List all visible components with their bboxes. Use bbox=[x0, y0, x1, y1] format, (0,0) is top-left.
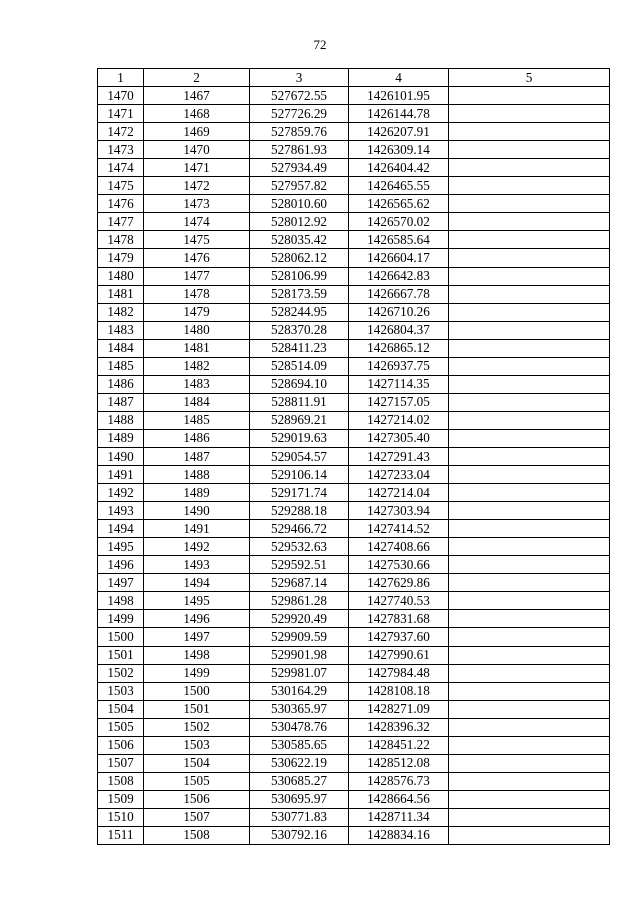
cell-ref-id: 1474 bbox=[144, 213, 250, 231]
cell-point-id: 1501 bbox=[98, 646, 144, 664]
cell-x-coordinate: 527934.49 bbox=[250, 159, 349, 177]
cell-point-id: 1495 bbox=[98, 538, 144, 556]
cell-y-coordinate: 1427831.68 bbox=[349, 610, 449, 628]
cell-x-coordinate: 529171.74 bbox=[250, 484, 349, 502]
cell-point-id: 1471 bbox=[98, 105, 144, 123]
cell-ref-id: 1477 bbox=[144, 267, 250, 285]
cell-note bbox=[449, 429, 610, 447]
table-row bbox=[98, 826, 610, 844]
cell-y-coordinate: 1428108.18 bbox=[349, 682, 449, 700]
cell-point-id: 1505 bbox=[98, 718, 144, 736]
table-row bbox=[98, 592, 610, 610]
cell-ref-id: 1482 bbox=[144, 357, 250, 375]
cell-note bbox=[449, 592, 610, 610]
table-row bbox=[98, 375, 610, 393]
cell-x-coordinate: 527672.55 bbox=[250, 87, 349, 105]
cell-x-coordinate: 528411.23 bbox=[250, 339, 349, 357]
table-row bbox=[98, 303, 610, 321]
cell-point-id: 1485 bbox=[98, 357, 144, 375]
table-row bbox=[98, 123, 610, 141]
cell-point-id: 1484 bbox=[98, 339, 144, 357]
cell-x-coordinate: 529592.51 bbox=[250, 556, 349, 574]
cell-ref-id: 1498 bbox=[144, 646, 250, 664]
cell-note bbox=[449, 700, 610, 718]
cell-point-id: 1480 bbox=[98, 267, 144, 285]
cell-y-coordinate: 1428512.08 bbox=[349, 754, 449, 772]
cell-x-coordinate: 528012.92 bbox=[250, 213, 349, 231]
cell-y-coordinate: 1428664.56 bbox=[349, 790, 449, 808]
cell-note bbox=[449, 502, 610, 520]
cell-point-id: 1500 bbox=[98, 628, 144, 646]
cell-y-coordinate: 1427990.61 bbox=[349, 646, 449, 664]
cell-point-id: 1470 bbox=[98, 87, 144, 105]
column-header-1: 1 bbox=[98, 69, 144, 87]
cell-x-coordinate: 530792.16 bbox=[250, 826, 349, 844]
cell-x-coordinate: 528811.91 bbox=[250, 393, 349, 411]
cell-ref-id: 1480 bbox=[144, 321, 250, 339]
cell-x-coordinate: 529861.28 bbox=[250, 592, 349, 610]
table-row bbox=[98, 772, 610, 790]
cell-point-id: 1483 bbox=[98, 321, 144, 339]
cell-ref-id: 1469 bbox=[144, 123, 250, 141]
cell-note bbox=[449, 646, 610, 664]
cell-note bbox=[449, 718, 610, 736]
cell-note bbox=[449, 628, 610, 646]
cell-y-coordinate: 1427305.40 bbox=[349, 429, 449, 447]
table-row bbox=[98, 249, 610, 267]
cell-note bbox=[449, 87, 610, 105]
cell-y-coordinate: 1426937.75 bbox=[349, 357, 449, 375]
cell-note bbox=[449, 303, 610, 321]
cell-point-id: 1481 bbox=[98, 285, 144, 303]
cell-ref-id: 1473 bbox=[144, 195, 250, 213]
cell-x-coordinate: 530771.83 bbox=[250, 808, 349, 826]
cell-ref-id: 1494 bbox=[144, 574, 250, 592]
cell-ref-id: 1488 bbox=[144, 466, 250, 484]
coordinates-table bbox=[97, 68, 610, 845]
cell-note bbox=[449, 267, 610, 285]
cell-note bbox=[449, 682, 610, 700]
cell-note bbox=[449, 393, 610, 411]
cell-x-coordinate: 529532.63 bbox=[250, 538, 349, 556]
cell-note bbox=[449, 357, 610, 375]
table-row bbox=[98, 231, 610, 249]
cell-y-coordinate: 1427408.66 bbox=[349, 538, 449, 556]
cell-point-id: 1503 bbox=[98, 682, 144, 700]
cell-y-coordinate: 1427214.02 bbox=[349, 411, 449, 429]
cell-x-coordinate: 528694.10 bbox=[250, 375, 349, 393]
cell-ref-id: 1502 bbox=[144, 718, 250, 736]
cell-y-coordinate: 1428576.73 bbox=[349, 772, 449, 790]
cell-y-coordinate: 1427937.60 bbox=[349, 628, 449, 646]
cell-note bbox=[449, 574, 610, 592]
cell-ref-id: 1483 bbox=[144, 375, 250, 393]
cell-ref-id: 1481 bbox=[144, 339, 250, 357]
cell-ref-id: 1496 bbox=[144, 610, 250, 628]
cell-note bbox=[449, 195, 610, 213]
cell-x-coordinate: 530365.97 bbox=[250, 700, 349, 718]
cell-point-id: 1474 bbox=[98, 159, 144, 177]
cell-point-id: 1488 bbox=[98, 411, 144, 429]
cell-note bbox=[449, 177, 610, 195]
cell-point-id: 1502 bbox=[98, 664, 144, 682]
table-row bbox=[98, 393, 610, 411]
cell-ref-id: 1497 bbox=[144, 628, 250, 646]
cell-point-id: 1492 bbox=[98, 484, 144, 502]
cell-note bbox=[449, 141, 610, 159]
cell-x-coordinate: 530478.76 bbox=[250, 718, 349, 736]
cell-y-coordinate: 1427303.94 bbox=[349, 502, 449, 520]
table-row bbox=[98, 808, 610, 826]
cell-y-coordinate: 1426865.12 bbox=[349, 339, 449, 357]
cell-note bbox=[449, 484, 610, 502]
cell-x-coordinate: 527726.29 bbox=[250, 105, 349, 123]
cell-ref-id: 1507 bbox=[144, 808, 250, 826]
cell-note bbox=[449, 736, 610, 754]
column-header-3: 3 bbox=[250, 69, 349, 87]
cell-y-coordinate: 1427414.52 bbox=[349, 520, 449, 538]
cell-point-id: 1490 bbox=[98, 447, 144, 465]
cell-y-coordinate: 1427530.66 bbox=[349, 556, 449, 574]
cell-y-coordinate: 1426570.02 bbox=[349, 213, 449, 231]
header-row bbox=[98, 69, 610, 87]
cell-ref-id: 1508 bbox=[144, 826, 250, 844]
cell-y-coordinate: 1426710.26 bbox=[349, 303, 449, 321]
table-row bbox=[98, 357, 610, 375]
cell-ref-id: 1495 bbox=[144, 592, 250, 610]
cell-x-coordinate: 529106.14 bbox=[250, 466, 349, 484]
cell-ref-id: 1486 bbox=[144, 429, 250, 447]
cell-x-coordinate: 530585.65 bbox=[250, 736, 349, 754]
cell-ref-id: 1484 bbox=[144, 393, 250, 411]
cell-y-coordinate: 1427629.86 bbox=[349, 574, 449, 592]
cell-y-coordinate: 1426404.42 bbox=[349, 159, 449, 177]
cell-ref-id: 1471 bbox=[144, 159, 250, 177]
cell-x-coordinate: 528062.12 bbox=[250, 249, 349, 267]
cell-note bbox=[449, 411, 610, 429]
column-header-4: 4 bbox=[349, 69, 449, 87]
cell-x-coordinate: 529288.18 bbox=[250, 502, 349, 520]
cell-point-id: 1487 bbox=[98, 393, 144, 411]
table-header bbox=[98, 69, 610, 87]
cell-ref-id: 1492 bbox=[144, 538, 250, 556]
cell-note bbox=[449, 790, 610, 808]
cell-x-coordinate: 528010.60 bbox=[250, 195, 349, 213]
table-row bbox=[98, 664, 610, 682]
cell-ref-id: 1485 bbox=[144, 411, 250, 429]
cell-y-coordinate: 1426585.64 bbox=[349, 231, 449, 249]
cell-ref-id: 1493 bbox=[144, 556, 250, 574]
cell-x-coordinate: 529981.07 bbox=[250, 664, 349, 682]
table-row bbox=[98, 610, 610, 628]
cell-ref-id: 1503 bbox=[144, 736, 250, 754]
cell-x-coordinate: 528370.28 bbox=[250, 321, 349, 339]
table-row bbox=[98, 790, 610, 808]
table-row bbox=[98, 105, 610, 123]
cell-point-id: 1482 bbox=[98, 303, 144, 321]
column-header-2: 2 bbox=[144, 69, 250, 87]
table-row bbox=[98, 502, 610, 520]
cell-ref-id: 1501 bbox=[144, 700, 250, 718]
cell-y-coordinate: 1428396.32 bbox=[349, 718, 449, 736]
table-row bbox=[98, 736, 610, 754]
table-row bbox=[98, 520, 610, 538]
cell-ref-id: 1468 bbox=[144, 105, 250, 123]
cell-x-coordinate: 528106.99 bbox=[250, 267, 349, 285]
cell-note bbox=[449, 105, 610, 123]
cell-y-coordinate: 1426144.78 bbox=[349, 105, 449, 123]
table-row bbox=[98, 177, 610, 195]
cell-ref-id: 1489 bbox=[144, 484, 250, 502]
cell-point-id: 1473 bbox=[98, 141, 144, 159]
cell-note bbox=[449, 610, 610, 628]
cell-y-coordinate: 1428451.22 bbox=[349, 736, 449, 754]
cell-y-coordinate: 1427114.35 bbox=[349, 375, 449, 393]
cell-y-coordinate: 1426604.17 bbox=[349, 249, 449, 267]
cell-y-coordinate: 1427214.04 bbox=[349, 484, 449, 502]
cell-y-coordinate: 1426309.14 bbox=[349, 141, 449, 159]
cell-y-coordinate: 1426465.55 bbox=[349, 177, 449, 195]
cell-y-coordinate: 1428271.09 bbox=[349, 700, 449, 718]
cell-point-id: 1476 bbox=[98, 195, 144, 213]
cell-ref-id: 1506 bbox=[144, 790, 250, 808]
table-row bbox=[98, 538, 610, 556]
cell-note bbox=[449, 772, 610, 790]
cell-x-coordinate: 528035.42 bbox=[250, 231, 349, 249]
table-row bbox=[98, 556, 610, 574]
cell-x-coordinate: 530164.29 bbox=[250, 682, 349, 700]
cell-x-coordinate: 528173.59 bbox=[250, 285, 349, 303]
cell-point-id: 1493 bbox=[98, 502, 144, 520]
cell-y-coordinate: 1427291.43 bbox=[349, 447, 449, 465]
cell-ref-id: 1479 bbox=[144, 303, 250, 321]
cell-y-coordinate: 1427157.05 bbox=[349, 393, 449, 411]
cell-y-coordinate: 1427740.53 bbox=[349, 592, 449, 610]
cell-x-coordinate: 529901.98 bbox=[250, 646, 349, 664]
table-row bbox=[98, 429, 610, 447]
cell-ref-id: 1470 bbox=[144, 141, 250, 159]
cell-point-id: 1477 bbox=[98, 213, 144, 231]
cell-y-coordinate: 1426565.62 bbox=[349, 195, 449, 213]
cell-x-coordinate: 530685.27 bbox=[250, 772, 349, 790]
cell-note bbox=[449, 466, 610, 484]
table-row bbox=[98, 213, 610, 231]
cell-point-id: 1510 bbox=[98, 808, 144, 826]
table-row bbox=[98, 159, 610, 177]
table-row bbox=[98, 484, 610, 502]
cell-point-id: 1509 bbox=[98, 790, 144, 808]
page-number: 72 bbox=[313, 37, 327, 52]
cell-ref-id: 1478 bbox=[144, 285, 250, 303]
cell-note bbox=[449, 754, 610, 772]
cell-point-id: 1506 bbox=[98, 736, 144, 754]
cell-point-id: 1511 bbox=[98, 826, 144, 844]
table-row bbox=[98, 718, 610, 736]
cell-note bbox=[449, 285, 610, 303]
table-row bbox=[98, 195, 610, 213]
cell-note bbox=[449, 664, 610, 682]
cell-note bbox=[449, 321, 610, 339]
cell-note bbox=[449, 556, 610, 574]
cell-point-id: 1479 bbox=[98, 249, 144, 267]
cell-ref-id: 1467 bbox=[144, 87, 250, 105]
cell-y-coordinate: 1427984.48 bbox=[349, 664, 449, 682]
cell-ref-id: 1476 bbox=[144, 249, 250, 267]
cell-point-id: 1496 bbox=[98, 556, 144, 574]
cell-y-coordinate: 1426642.83 bbox=[349, 267, 449, 285]
table-row bbox=[98, 321, 610, 339]
cell-x-coordinate: 527859.76 bbox=[250, 123, 349, 141]
cell-x-coordinate: 529054.57 bbox=[250, 447, 349, 465]
cell-y-coordinate: 1427233.04 bbox=[349, 466, 449, 484]
cell-ref-id: 1505 bbox=[144, 772, 250, 790]
cell-x-coordinate: 528969.21 bbox=[250, 411, 349, 429]
cell-y-coordinate: 1428711.34 bbox=[349, 808, 449, 826]
cell-ref-id: 1491 bbox=[144, 520, 250, 538]
cell-x-coordinate: 529687.14 bbox=[250, 574, 349, 592]
cell-point-id: 1504 bbox=[98, 700, 144, 718]
cell-point-id: 1507 bbox=[98, 754, 144, 772]
column-header-5: 5 bbox=[449, 69, 610, 87]
cell-y-coordinate: 1428834.16 bbox=[349, 826, 449, 844]
cell-point-id: 1497 bbox=[98, 574, 144, 592]
cell-x-coordinate: 529019.63 bbox=[250, 429, 349, 447]
cell-point-id: 1494 bbox=[98, 520, 144, 538]
table-row bbox=[98, 87, 610, 105]
table-row bbox=[98, 700, 610, 718]
cell-y-coordinate: 1426667.78 bbox=[349, 285, 449, 303]
cell-note bbox=[449, 213, 610, 231]
table-row bbox=[98, 682, 610, 700]
cell-y-coordinate: 1426804.37 bbox=[349, 321, 449, 339]
cell-ref-id: 1490 bbox=[144, 502, 250, 520]
cell-ref-id: 1475 bbox=[144, 231, 250, 249]
cell-ref-id: 1500 bbox=[144, 682, 250, 700]
table-row bbox=[98, 339, 610, 357]
cell-note bbox=[449, 249, 610, 267]
cell-x-coordinate: 530695.97 bbox=[250, 790, 349, 808]
table-row bbox=[98, 267, 610, 285]
cell-x-coordinate: 528244.95 bbox=[250, 303, 349, 321]
cell-ref-id: 1504 bbox=[144, 754, 250, 772]
table-row bbox=[98, 141, 610, 159]
cell-point-id: 1472 bbox=[98, 123, 144, 141]
cell-note bbox=[449, 808, 610, 826]
cell-y-coordinate: 1426207.91 bbox=[349, 123, 449, 141]
cell-note bbox=[449, 375, 610, 393]
cell-note bbox=[449, 447, 610, 465]
cell-x-coordinate: 527861.93 bbox=[250, 141, 349, 159]
table-row bbox=[98, 574, 610, 592]
cell-ref-id: 1487 bbox=[144, 447, 250, 465]
cell-point-id: 1508 bbox=[98, 772, 144, 790]
table-row bbox=[98, 285, 610, 303]
cell-point-id: 1475 bbox=[98, 177, 144, 195]
cell-x-coordinate: 529466.72 bbox=[250, 520, 349, 538]
cell-x-coordinate: 529920.49 bbox=[250, 610, 349, 628]
cell-x-coordinate: 527957.82 bbox=[250, 177, 349, 195]
cell-point-id: 1478 bbox=[98, 231, 144, 249]
table-row bbox=[98, 646, 610, 664]
cell-note bbox=[449, 538, 610, 556]
cell-x-coordinate: 529909.59 bbox=[250, 628, 349, 646]
cell-y-coordinate: 1426101.95 bbox=[349, 87, 449, 105]
table-row bbox=[98, 754, 610, 772]
cell-point-id: 1491 bbox=[98, 466, 144, 484]
cell-ref-id: 1472 bbox=[144, 177, 250, 195]
cell-note bbox=[449, 159, 610, 177]
table-row bbox=[98, 466, 610, 484]
cell-note bbox=[449, 339, 610, 357]
table-body bbox=[98, 87, 610, 845]
table-row bbox=[98, 411, 610, 429]
cell-note bbox=[449, 826, 610, 844]
cell-point-id: 1486 bbox=[98, 375, 144, 393]
cell-point-id: 1498 bbox=[98, 592, 144, 610]
cell-point-id: 1499 bbox=[98, 610, 144, 628]
cell-point-id: 1489 bbox=[98, 429, 144, 447]
cell-x-coordinate: 530622.19 bbox=[250, 754, 349, 772]
cell-note bbox=[449, 231, 610, 249]
cell-x-coordinate: 528514.09 bbox=[250, 357, 349, 375]
cell-note bbox=[449, 123, 610, 141]
table-row bbox=[98, 447, 610, 465]
cell-note bbox=[449, 520, 610, 538]
table-row bbox=[98, 628, 610, 646]
cell-ref-id: 1499 bbox=[144, 664, 250, 682]
